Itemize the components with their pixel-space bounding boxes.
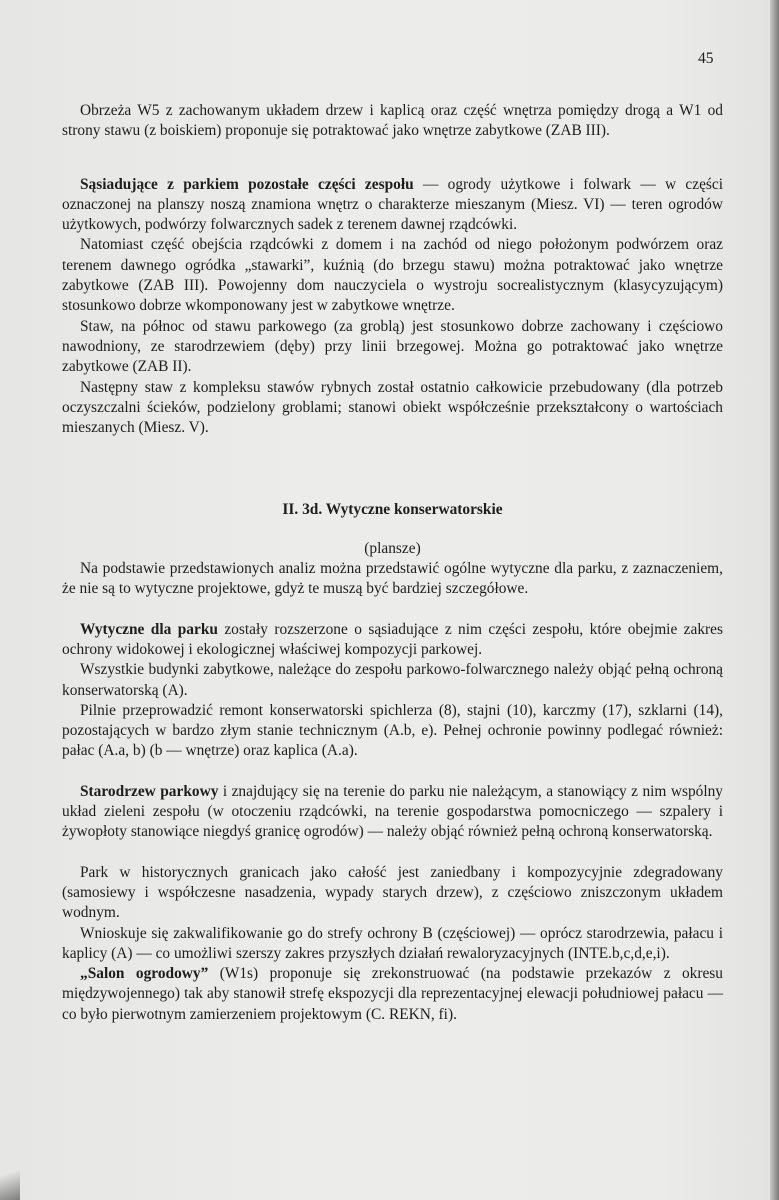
paragraph-na-podstawie: Na podstawie przedstawionych analiz można przedstawić ogólne wytyczne dla parku, z zaznaczeniem, że nie są to wytyczne projektowe, gdyż te muszą być bardziej szczegółowe.: [62, 560, 723, 598]
bold-lead: Sąsiadujące z parkiem pozostałe części zespołu: [80, 175, 414, 193]
paragraph-text: i znajdujący się na terenie do parku nie należącym, a stanowiący z nim wspólny układ zieleni zespołu (w otoczeniu rządcówki, na terenie gospodarstwa pomocniczego — szpalery i żywopłoty stanowiące niegdyś granicę ogrodów) — należy objąć również pełną ochroną konserwatorską.: [62, 782, 724, 841]
section-subheading: (plansze): [364, 539, 421, 557]
paragraph-obrzeza: Obrzeża W5 z zachowanym układem drzew i kaplicą oraz część wnętrza pomiędzy drogą a W1 od strony stawu (z boiskiem) proponuje się potraktować jako wnętrze zabytkowe (ZAB III).: [62, 102, 723, 140]
paragraph-remont: Pilnie przeprowadzić remont konserwatorski spichlerza (8), stajni (10), karczmy (17), szklarni (14), pozostających w bardzo złym stanie technicznym (A.b, e). Pełnej ochronie powinny podlegać również: pałac (A.a, b) (b — wnętrze) oraz kaplica (A.a).: [62, 701, 723, 760]
paragraph-park: Park w historycznych granicach jako całość jest zaniedbany i kompozycyjnie zdegradowany (samosiewy i współczesne nasadzenia, wypady starych drzew), z częściowo zniszczonym układem wodnym.: [62, 863, 723, 922]
paragraph-wytyczne: [62, 620, 723, 661]
paragraph-text: zostały rozszerzone o sąsiadujące z nim części zespołu, które obejmie zakres ochrony widokowej i ekologicznej właściwej kompozycji parkowej.: [62, 620, 723, 658]
section-heading: II. 3d. Wytyczne konserwatorskie: [282, 501, 503, 519]
paragraph-text: (W1s) proponuje się zrekonstruować (na podstawie przekazów z okresu międzywojennego) tak aby stanowił strefę ekspozycji dla reprezentacyjnej elewacji południowej pałacu — co było pierwotnym zamierzeniem projektowym (C. REKN, fi).: [62, 965, 723, 1023]
paragraph-rzadcowka: Natomiast część obejścia rządcówki z domem i na zachód od niego położonym podwórzem oraz terenem dawnego ogródka „stawarki”, kuźnią (do brzegu stawu) można potraktować jako wnętrze zabytkowe (ZAB III). Powojenny dom nauczyciela o wystroju socrealistycznym (klasycyzującym) stosunkowo dobrze wkomponowany jest w zabytkowe wnętrze.: [62, 236, 723, 315]
paragraph-sasiadujace: [62, 175, 723, 236]
paragraph-wnioskuje: Wnioskuje się zakwalifikowanie go do strefy ochrony B (częściowej) — oprócz starodrzewia, pałacu i kaplicy (A) — co umożliwi szerszy zakres przyszłych działań rewaloryzacyjnych (INTE.b,c,d,e,i).: [62, 924, 723, 962]
paragraph-budynki: Wszystkie budynki zabytkowe, należące do zespołu parkowo-folwarcznego należy objąć pełną ochroną konserwatorską (A).: [62, 661, 723, 699]
page-number: 45: [698, 50, 714, 67]
bold-lead: „Salon ogrodowy”: [80, 965, 209, 983]
bold-lead: Starodrzew parkowy: [80, 782, 219, 800]
document-body: [62, 101, 723, 1025]
paragraph-text: — ogrody użytkowe i folwark — w części oznaczonej na planszy noszą znamiona wnętrz o charakterze mieszanym (Miesz. VI) — teren ogrodów użytkowych, podwórzy folwarcznych sadek z terenem dawnej rządcówki.: [62, 175, 723, 234]
paragraph-salon: [62, 964, 723, 1025]
paragraph-nastepny-staw: Następny staw z kompleksu stawów rybnych został ostatnio całkowicie przebudowany (dla potrzeb oczyszczalni ścieków, podzielony groblami; stanowi obiekt współcześnie przekształcony o wartościach mieszanych (Miesz. V).: [62, 378, 723, 437]
bold-lead: Wytyczne dla parku: [80, 620, 218, 638]
paragraph-starodrzew: [62, 782, 723, 843]
paragraph-staw: Staw, na północ od stawu parkowego (za groblą) jest stosunkowo dobrze zachowany i częściowo nawodniony, ze starodrzewiem (dęby) przy linii brzegowej. Można go potraktować jako wnętrze zabytkowe (ZAB II).: [62, 317, 723, 376]
page-edge-shadow: [770, 0, 779, 1200]
page-corner-shadow: [0, 1155, 20, 1200]
